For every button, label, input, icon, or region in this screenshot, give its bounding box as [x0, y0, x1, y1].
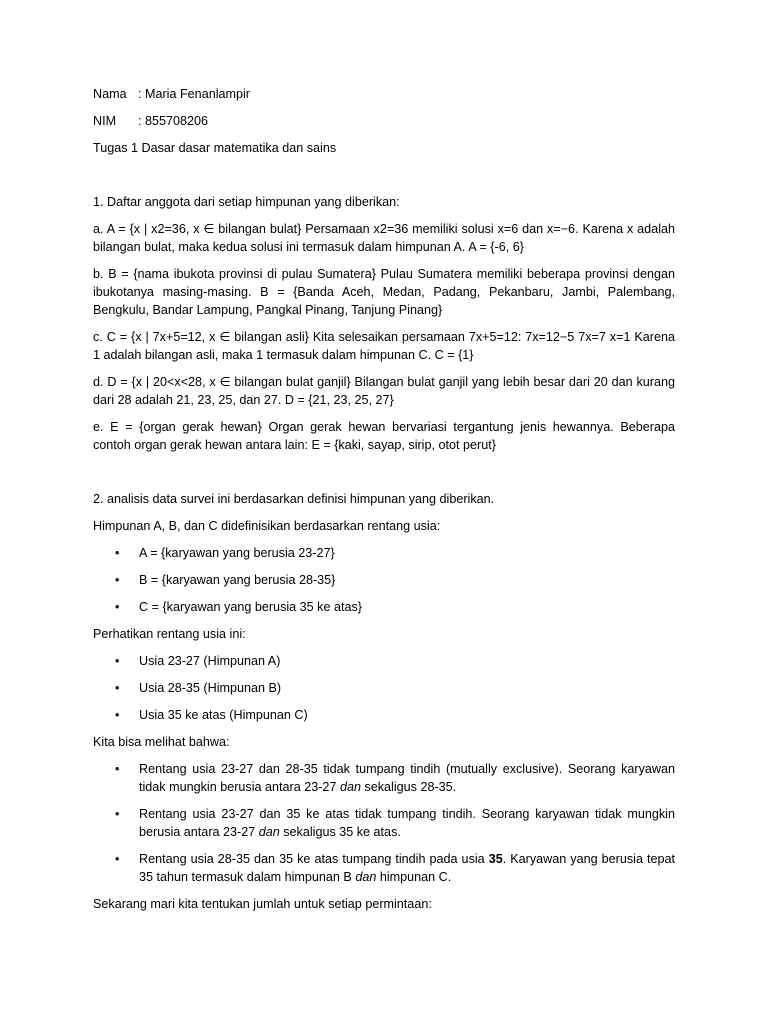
- name-field: [93, 85, 675, 103]
- list-item: • C = {karyawan yang berusia 35 ke atas}: [93, 598, 675, 616]
- obs-text: Rentang usia 23-27 dan 28-35 tidak tumpang tindih (mutually exclusive). Seorang karyawan tidak mungkin berusia antara 23-27: [139, 762, 675, 794]
- nim-field: [93, 112, 675, 130]
- obs-text: sekaligus 35 ke atas.: [279, 825, 401, 839]
- list-item: [93, 850, 675, 886]
- observations-list: [93, 760, 675, 886]
- list-item: [93, 760, 675, 796]
- closing-text: Sekarang mari kita tentukan jumlah untuk setiap permintaan:: [93, 897, 432, 911]
- section2-intro: Himpunan A, B, dan C didefinisikan berdasarkan rentang usia:: [93, 519, 441, 533]
- obs-text: Rentang usia 28-35 dan 35 ke atas tumpang tindih pada usia: [139, 852, 489, 866]
- obs-emphasis: dan: [355, 870, 377, 884]
- range-intro: Perhatikan rentang usia ini:: [93, 627, 246, 641]
- age-ranges-list: [93, 652, 675, 724]
- obs-emphasis: dan: [258, 825, 280, 839]
- spacer: [93, 166, 675, 184]
- section1-item-d: d. D = {x | 20<x<28, x ∈ bilangan bulat ganjil} Bilangan bulat ganjil yang lebih besar dari 20 dan kurang dari 28 adalah 21, 23, 25, dan 27. D = {21, 23, 25, 27}: [93, 375, 675, 407]
- obs-emphasis: dan: [339, 780, 361, 794]
- nim-value: : 855708206: [138, 114, 209, 128]
- section1-heading: 1. Daftar anggota dari setiap himpunan yang diberikan:: [93, 195, 400, 209]
- obs-strong: 35: [488, 852, 503, 866]
- nim-label: NIM: [93, 114, 117, 128]
- list-item: • A = {karyawan yang berusia 23-27}: [93, 544, 675, 562]
- obs-text: . Karyawan yang berusia tepat 35 tahun termasuk dalam himpunan B: [139, 852, 675, 884]
- section1-item-e: e. E = {organ gerak hewan} Organ gerak hewan bervariasi tergantung jenis hewannya. Beberapa contoh organ gerak hewan antara lain: E = {kaki, sayap, sirip, otot perut}: [93, 420, 675, 452]
- list-item: • Usia 28-35 (Himpunan B): [93, 679, 675, 697]
- list-item: • Usia 23-27 (Himpunan A): [93, 652, 675, 670]
- spacer: [93, 463, 675, 481]
- name-label: Nama: [93, 87, 127, 101]
- list-item: • Usia 35 ke atas (Himpunan C): [93, 706, 675, 724]
- observe-intro: Kita bisa melihat bahwa:: [93, 735, 230, 749]
- list-item: • B = {karyawan yang berusia 28-35}: [93, 571, 675, 589]
- name-value: : Maria Fenanlampir: [138, 87, 250, 101]
- obs-text: sekaligus 28-35.: [360, 780, 457, 794]
- section2-heading: 2. analisis data survei ini berdasarkan definisi himpunan yang diberikan.: [93, 492, 495, 506]
- assignment-title: Tugas 1 Dasar dasar matematika dan sains: [93, 141, 337, 155]
- section1-item-c: c. C = {x | 7x+5=12, x ∈ bilangan asli} Kita selesaikan persamaan 7x+5=12: 7x=12−5 7x=7 x=1 Karena 1 adalah bilangan asli, maka 1 termasuk dalam himpunan C. C = {1}: [93, 330, 675, 362]
- list-item: [93, 805, 675, 841]
- document-page: [93, 85, 675, 922]
- obs-text: Rentang usia 23-27 dan 35 ke atas tidak tumpang tindih. Seorang karyawan tidak mungkin berusia antara 23-27: [139, 807, 675, 839]
- set-definitions-list: [93, 544, 675, 616]
- obs-text: himpunan C.: [376, 870, 452, 884]
- section1-item-a: a. A = {x | x2=36, x ∈ bilangan bulat} Persamaan x2=36 memiliki solusi x=6 dan x=−6. Karena x adalah bilangan bulat, maka kedua solusi ini termasuk dalam himpunan A. A = {-6, 6}: [93, 222, 675, 254]
- section1-item-b: b. B = {nama ibukota provinsi di pulau Sumatera} Pulau Sumatera memiliki beberapa provinsi dengan ibukotanya masing-masing. B = {Banda Aceh, Medan, Padang, Pekanbaru, Jambi, Palembang, Bengkulu, Bandar Lampung, Pangkal Pinang, Tanjung Pinang}: [93, 267, 675, 317]
